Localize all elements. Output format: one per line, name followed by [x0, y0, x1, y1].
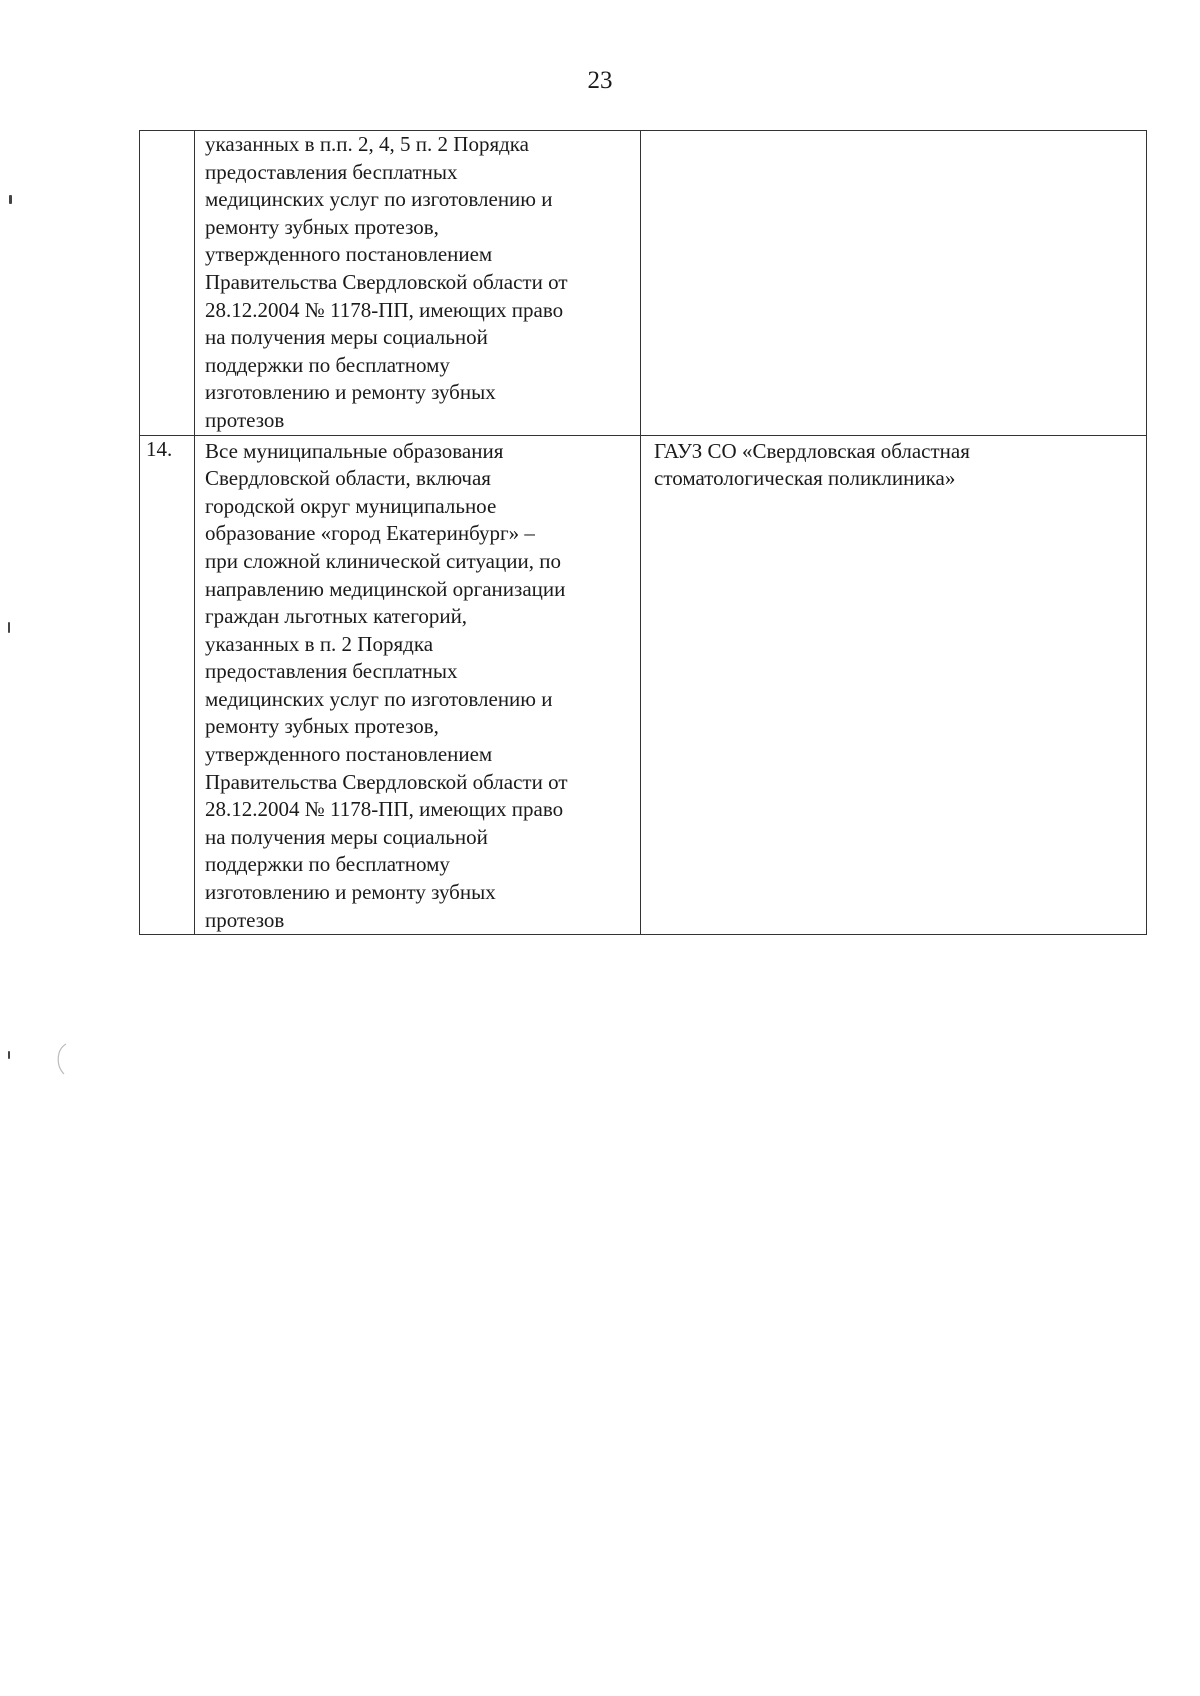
description-line: Правительства Свердловской области от	[205, 269, 568, 294]
scan-mark	[9, 195, 12, 204]
description-line: медицинских услуг по изготовлению и	[205, 187, 553, 212]
row-number	[140, 131, 195, 436]
description-line: ремонту зубных протезов,	[205, 714, 439, 739]
scan-mark	[8, 622, 10, 633]
organization-line: стоматологическая поликлиника»	[654, 466, 956, 491]
description-line: поддержки по бесплатному	[205, 852, 450, 877]
description-line: поддержки по бесплатному	[205, 352, 450, 377]
description-line: изготовлению и ремонту зубных	[205, 880, 496, 905]
description-line: утвержденного постановлением	[205, 242, 493, 267]
description-line: указанных в п.п. 2, 4, 5 п. 2 Порядка	[205, 132, 530, 156]
description-line: изготовлению и ремонту зубных	[205, 380, 496, 405]
description-line: на получения меры социальной	[205, 325, 488, 350]
description-line: Правительства Свердловской области от	[205, 769, 568, 794]
table-row	[140, 435, 1147, 935]
description-line: утвержденного постановлением	[205, 742, 493, 767]
description-line: направлению медицинской организации	[205, 576, 566, 601]
table-row	[140, 131, 1147, 436]
description-line: на получения меры социальной	[205, 824, 488, 849]
description-line: 28.12.2004 № 1178-ПП, имеющих право	[205, 297, 564, 322]
row-number: 14.	[140, 435, 195, 935]
description-line: медицинских услуг по изготовлению и	[205, 686, 553, 711]
description-line: предоставления бесплатных	[205, 159, 458, 184]
institutions-table	[139, 130, 1147, 935]
organization-line: ГАУЗ СО «Свердловская областная	[654, 438, 970, 463]
description-line: предоставления бесплатных	[205, 659, 458, 684]
description-line: городской округ муниципальное	[205, 493, 497, 518]
description-line: протезов	[205, 407, 285, 432]
scan-mark	[8, 1051, 10, 1059]
description-line: Все муниципальные образования	[205, 438, 504, 463]
page-number: 23	[587, 67, 613, 94]
description-line: при сложной клинической ситуации, по	[205, 548, 561, 573]
description-line: Свердловской области, включая	[205, 466, 491, 491]
row-description	[195, 131, 641, 436]
description-line: 28.12.2004 № 1178-ПП, имеющих право	[205, 797, 564, 822]
description-line: ремонту зубных протезов,	[205, 214, 439, 239]
row-description	[195, 435, 641, 935]
description-line: образование «город Екатеринбург» –	[205, 521, 535, 546]
scan-smudge	[50, 1040, 90, 1080]
description-line: указанных в п. 2 Порядка	[205, 631, 434, 656]
description-line: граждан льготных категорий,	[205, 604, 468, 629]
description-line: протезов	[205, 907, 285, 932]
row-organization	[641, 131, 1147, 436]
row-organization	[641, 435, 1147, 935]
